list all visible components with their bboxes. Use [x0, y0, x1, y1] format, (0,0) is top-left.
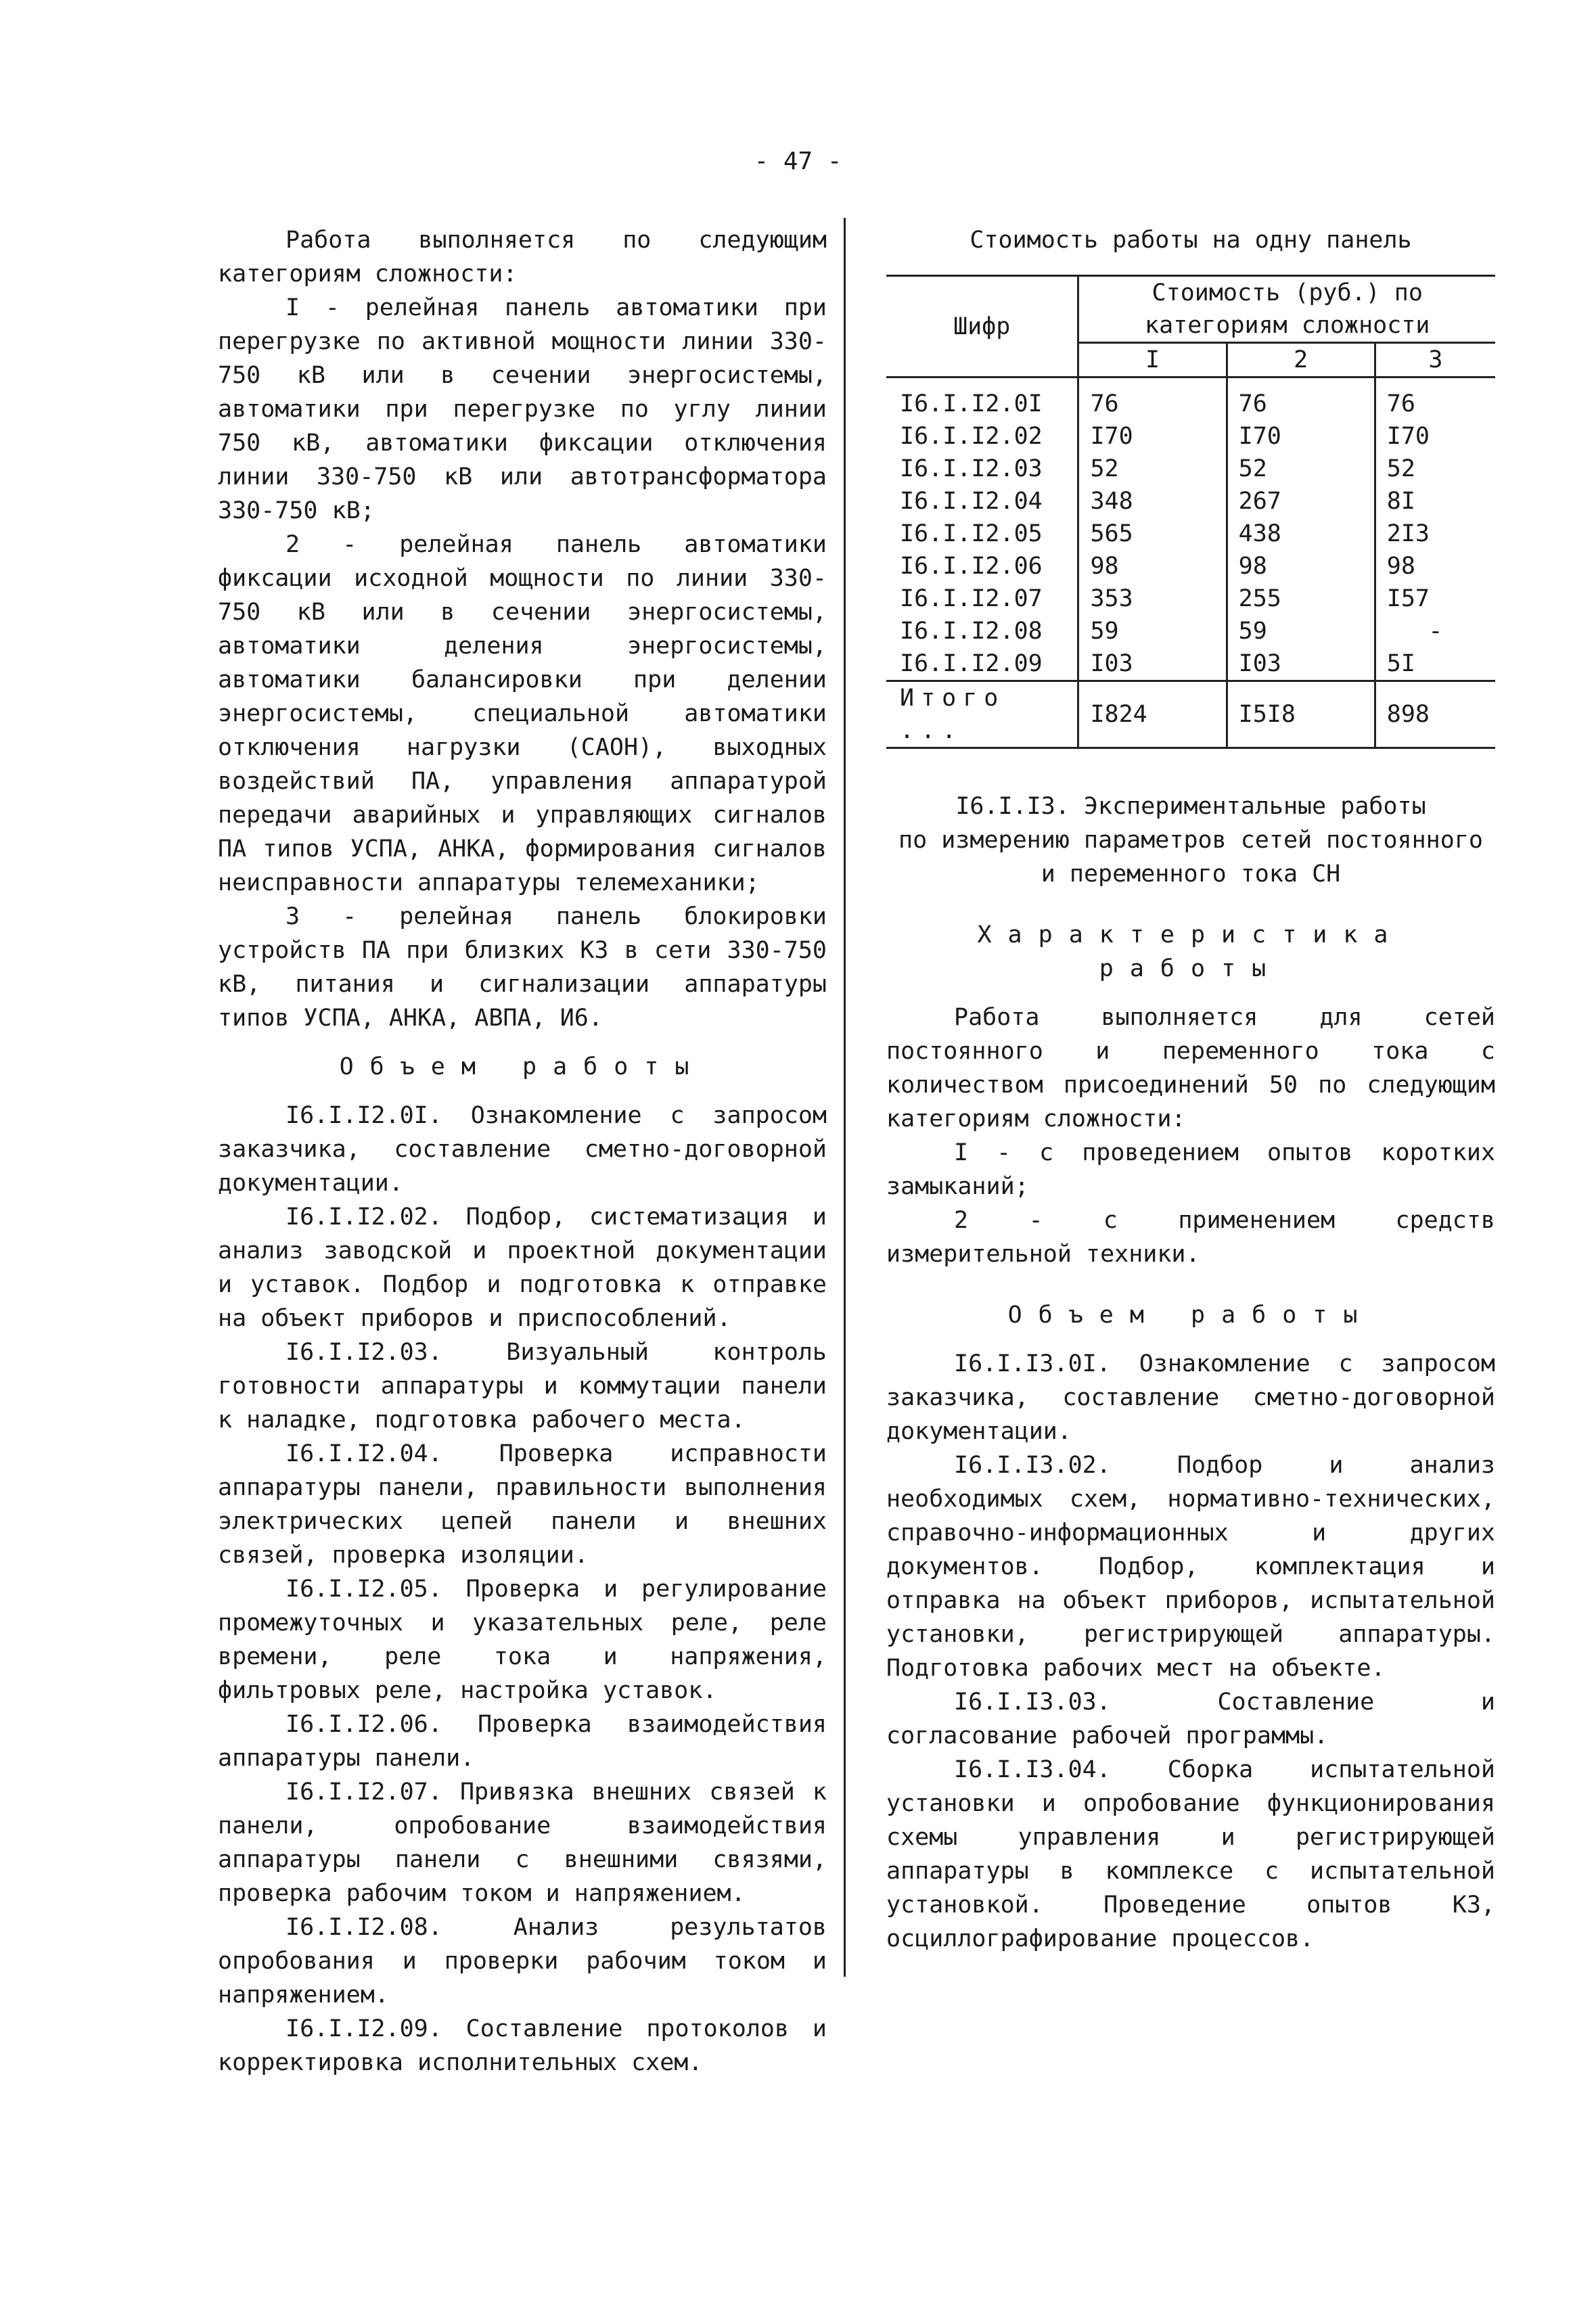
- section-title: I6.I.I3. Экспериментальные работы: [955, 793, 1426, 820]
- row-value: 353: [1078, 582, 1227, 615]
- total-value: I824: [1078, 681, 1227, 748]
- table-total-row: [886, 681, 1495, 748]
- table-row: [886, 377, 1495, 421]
- work-item: I6.I.I3.03. Составление и согласование рабочей программы.: [886, 1689, 1495, 1749]
- category-3-text: 3 - релейная панель блокировки устройств ПА при близких КЗ в сети 330-750 кВ, питания и сигнализации аппаратуры типов УСПА, АНКА, АВПА, И6.: [218, 903, 827, 1032]
- scope-heading: Объем работы: [339, 1053, 706, 1080]
- row-value: 76: [1078, 377, 1227, 421]
- row-code: I6.I.I2.06: [900, 553, 1043, 580]
- work-item: I6.I.I3.04. Сборка испытательной установки и опробование функционирования схемы управления и регистрирующей аппаратуры в комплексе с испытательной установкой. Проведение опытов КЗ, осциллографирование процессов.: [886, 1756, 1495, 1952]
- table-row: [886, 550, 1495, 582]
- row-value: 52: [1078, 453, 1227, 485]
- intro-text: Работа выполняется по следующим категориям сложности:: [218, 227, 827, 288]
- row-value: I57: [1375, 582, 1495, 615]
- cost-table: [886, 275, 1495, 749]
- work-item: I6.I.I2.07. Привязка внешних связей к панели, опробование взаимодействия аппаратуры панели с внешними связями, проверка рабочим током и напряжением.: [218, 1779, 827, 1907]
- row-value: 565: [1078, 518, 1227, 550]
- column-divider: [844, 218, 846, 1977]
- work-item: I6.I.I2.08. Анализ результатов опробования и проверки рабочим током и напряжением.: [218, 1914, 827, 2009]
- row-value: 98: [1078, 550, 1227, 582]
- row-value: 59: [1078, 615, 1227, 647]
- section-title: по измерению параметров сетей постоянного: [898, 827, 1483, 854]
- table-row: [886, 485, 1495, 518]
- row-code: I6.I.I2.07: [900, 585, 1043, 612]
- work-item: I6.I.I2.0I. Ознакомление с запросом заказчика, составление сметно-договорной документации.: [218, 1102, 827, 1197]
- row-code: I6.I.I2.04: [900, 488, 1043, 515]
- row-value: I70: [1078, 420, 1227, 453]
- table-row: [886, 420, 1495, 453]
- work-item: I6.I.I2.02. Подбор, систематизация и анализ заводской и проектной документации и уставок. Подбор и подготовка к отправке на объект приборов и приспособлений.: [218, 1204, 827, 1332]
- row-value: 5I: [1375, 647, 1495, 681]
- table-row: [886, 647, 1495, 681]
- row-value: 438: [1227, 518, 1375, 550]
- row-value: 52: [1227, 453, 1375, 485]
- table-row: [886, 615, 1495, 647]
- row-code: I6.I.I2.0I: [900, 390, 1043, 417]
- table-header-cat: 2: [1227, 343, 1375, 377]
- table-row: [886, 453, 1495, 485]
- row-value: 52: [1375, 453, 1495, 485]
- row-value: 98: [1375, 550, 1495, 582]
- page-number: - 47 -: [754, 147, 842, 175]
- scope-heading: Объем работы: [1007, 1302, 1374, 1329]
- row-value: 8I: [1375, 485, 1495, 518]
- row-value: I70: [1375, 420, 1495, 453]
- row-code: I6.I.I2.09: [900, 650, 1043, 677]
- work-item: I6.I.I2.09. Составление протоколов и корректировка исполнительных схем.: [218, 2015, 827, 2076]
- table-title: Стоимость работы на одну панель: [970, 227, 1412, 254]
- table-row: [886, 582, 1495, 615]
- row-value: 267: [1227, 485, 1375, 518]
- work-item: I6.I.I2.06. Проверка взаимодействия аппаратуры панели.: [218, 1711, 827, 1772]
- row-value: I70: [1227, 420, 1375, 453]
- work-item: I6.I.I2.05. Проверка и регулирование промежуточных и указательных реле, реле времени, реле тока и напряжения, фильтровых реле, настройка уставок.: [218, 1576, 827, 1704]
- total-value: 898: [1375, 681, 1495, 748]
- left-column: [218, 223, 827, 2080]
- table-header-cat: I: [1078, 343, 1227, 377]
- total-value: I5I8: [1227, 681, 1375, 748]
- row-code: I6.I.I2.03: [900, 455, 1043, 482]
- row-value: 348: [1078, 485, 1227, 518]
- characteristics-text: Работа выполняется для сетей постоянного и переменного тока с количеством присоединений 50 по следующим категориям сложности:: [886, 1004, 1495, 1132]
- row-value: 2I3: [1375, 518, 1495, 550]
- work-item: I6.I.I3.0I. Ознакомление с запросом заказчика, составление сметно-договорной документации.: [886, 1350, 1495, 1445]
- row-value: 255: [1227, 582, 1375, 615]
- work-item: I6.I.I2.04. Проверка исправности аппаратуры панели, правильности выполнения электрических цепей панели и внешних связей, проверка изоляции.: [218, 1440, 827, 1569]
- category-2-text: 2 - релейная панель автоматики фиксации исходной мощности по линии 330-750 кВ или в сечении энергосистемы, автоматики деления энергосистемы, автоматики балансировки при делении энергосистемы, специальной автоматики отключения нагрузки (САОН), выходных воздействий ПА, управления аппаратурой передачи аварийных и управляющих сигналов ПА типов УСПА, АНКА, формирования сигналов неисправности аппаратуры телемеханики;: [218, 531, 827, 896]
- table-header-cost: Стоимость (руб.) по категориям сложности: [1078, 276, 1495, 343]
- work-item: I6.I.I2.03. Визуальный контроль готовности аппаратуры и коммутации панели к наладке, подготовка рабочего места.: [218, 1339, 827, 1434]
- row-code: I6.I.I2.08: [900, 618, 1043, 645]
- characteristics-category: 2 - с применением средств измерительной техники.: [886, 1207, 1495, 1268]
- category-1-text: I - релейная панель автоматики при перегрузке по активной мощности линии 330-750 кВ или в сечении энергосистемы, автоматики при перегрузке по углу линии 750 кВ, автоматики фиксации отключения линии 330-750 кВ или автотрансформатора 330-750 кВ;: [218, 294, 827, 524]
- table-row: [886, 518, 1495, 550]
- row-value: 76: [1375, 377, 1495, 421]
- row-code: I6.I.I2.05: [900, 520, 1043, 547]
- row-value: I03: [1078, 647, 1227, 681]
- row-value: 59: [1227, 615, 1375, 647]
- row-value: -: [1375, 615, 1495, 647]
- total-label: Итого ...: [900, 685, 1005, 744]
- row-value: 76: [1227, 377, 1375, 421]
- table-header-code: Шифр: [953, 313, 1011, 340]
- right-column: [886, 223, 1495, 1956]
- characteristics-category: I - с проведением опытов коротких замыканий;: [886, 1139, 1495, 1200]
- row-value: 98: [1227, 550, 1375, 582]
- row-code: I6.I.I2.02: [900, 423, 1043, 450]
- work-item: I6.I.I3.02. Подбор и анализ необходимых схем, нормативно-технических, справочно-информационных и других документов. Подбор, комплектация и отправка на объект приборов, испытательной установки, регистрирующей аппаратуры. Подготовка рабочих мест на объекте.: [886, 1452, 1495, 1682]
- row-value: I03: [1227, 647, 1375, 681]
- section-title: и переменного тока СН: [1041, 861, 1341, 888]
- characteristics-heading: Характеристика работы: [977, 921, 1405, 982]
- table-header-cat: 3: [1375, 343, 1495, 377]
